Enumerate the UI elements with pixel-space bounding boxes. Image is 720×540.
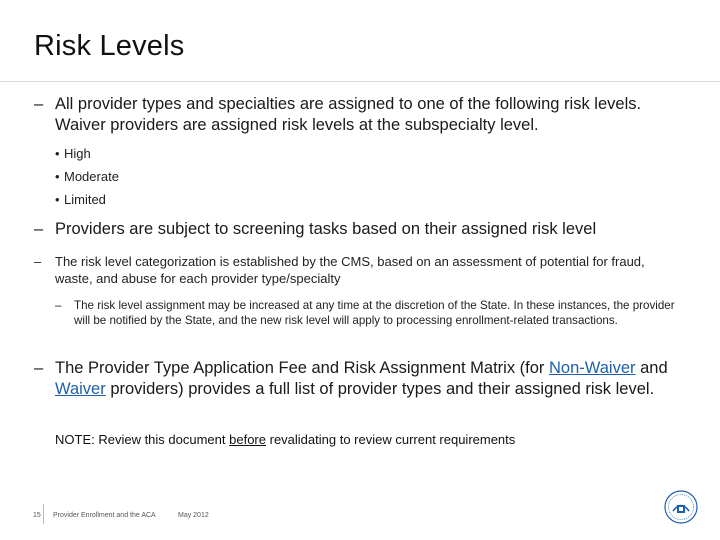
point-5-text: The Provider Type Application Fee and Risk Assignment Matrix (for Non-Waiver and Waiver providers) provides a full list of provider types and their assigned risk level. <box>55 359 668 398</box>
footer-date: May 2012 <box>178 512 209 519</box>
dash-marker: – <box>34 220 44 238</box>
point-1-text: All provider types and specialties are assigned to one of the following risk levels. Waiver providers are assigned risk levels at the subspecialty level. <box>55 95 642 134</box>
point-4 <box>34 298 684 328</box>
point-2-text: Providers are subject to screening tasks based on their assigned risk level <box>55 220 597 238</box>
point-4-text: The risk level assignment may be increased at any time at the discretion of the State. In these instances, the provider will be notified by the State, and the new risk level will apply to processing enrollment-related transactions. <box>74 299 675 327</box>
hhsa-seal-logo-icon <box>664 490 698 524</box>
bullet-limited: • Limited <box>55 192 106 207</box>
bullet-label: Moderate <box>64 169 119 184</box>
title-divider <box>0 81 720 82</box>
bullet-label: Limited <box>64 192 106 207</box>
dash-marker: – <box>55 299 62 312</box>
point-3 <box>34 253 684 287</box>
point-3-text: The risk level categorization is established by the CMS, based on an assessment of potential for fraud, waste, and abuse for each provider type/specialty <box>55 254 645 286</box>
bullet-moderate: • Moderate <box>55 169 119 184</box>
dash-marker: – <box>34 254 42 269</box>
point-1 <box>34 94 684 136</box>
dash-marker: – <box>34 359 44 377</box>
point-2 <box>34 219 694 240</box>
footer-title: Provider Enrollment and the ACA <box>53 512 156 519</box>
dash-marker: – <box>34 95 44 113</box>
point-5 <box>34 358 689 400</box>
bullet-label: High <box>64 146 91 161</box>
note-emphasis: before <box>229 432 266 447</box>
non-waiver-link[interactable]: Non-Waiver <box>549 359 636 377</box>
footer-page-number: 15 <box>33 512 41 519</box>
bullet-high: • High <box>55 146 91 161</box>
slide-title: Risk Levels <box>34 30 185 62</box>
note-text: NOTE: Review this document before revalidating to review current requirements <box>55 432 516 447</box>
waiver-link[interactable]: Waiver <box>55 380 106 398</box>
footer-divider <box>43 504 44 524</box>
